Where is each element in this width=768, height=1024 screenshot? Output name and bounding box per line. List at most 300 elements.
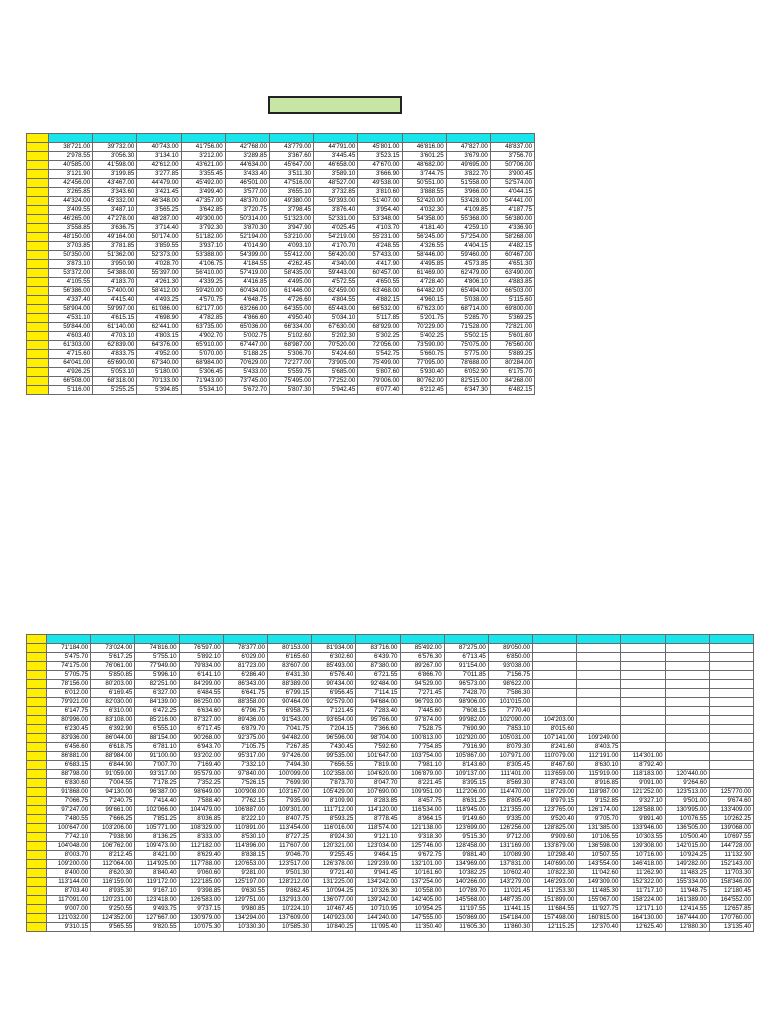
table-cell: 4'109.85 — [446, 206, 490, 215]
table-cell: 8'143.60 — [444, 761, 488, 770]
table-row — [27, 716, 754, 725]
table-cell: 10'382.25 — [444, 869, 488, 878]
table-cell: 87'275.00 — [444, 644, 488, 653]
table-cell: 83'607.00 — [267, 662, 311, 671]
rate-table-upper — [26, 133, 535, 395]
table-row — [27, 152, 535, 161]
table-cell: 5'672.70 — [225, 386, 269, 395]
table-cell: 121'138.00 — [400, 824, 444, 833]
table-cell: 53'372.00 — [49, 269, 93, 278]
table-cell: 9'167.10 — [135, 887, 179, 896]
table-cell: 67'623.00 — [402, 305, 446, 314]
table-cell: 11'262.90 — [621, 869, 665, 878]
table-cell: 73'905.00 — [314, 359, 358, 368]
table-cell: 81'934.00 — [312, 644, 356, 653]
table-cell: 7'007.70 — [135, 761, 179, 770]
table-cell: 144'240.00 — [356, 914, 400, 923]
row-key-cell — [27, 170, 49, 179]
header-cell — [400, 635, 444, 644]
table-cell: 129'751.00 — [223, 896, 267, 905]
row-key-cell — [27, 143, 49, 152]
table-cell: 9'327.10 — [621, 797, 665, 806]
table-cell — [533, 680, 577, 689]
table-cell: 96'387.00 — [135, 788, 179, 797]
table-cell: 4'025.45 — [314, 224, 358, 233]
table-cell: 47'278.00 — [93, 215, 137, 224]
table-cell — [709, 671, 753, 680]
table-cell: 6'327.00 — [135, 689, 179, 698]
table-cell: 4'866.60 — [225, 314, 269, 323]
table-cell: 7'267.85 — [267, 743, 311, 752]
table-cell: 9'398.85 — [179, 887, 223, 896]
table-cell: 9'881.40 — [444, 851, 488, 860]
table-cell: 7'121.45 — [312, 707, 356, 716]
table-cell: 5'889.25 — [490, 350, 534, 359]
table-cell: 3'810.60 — [358, 188, 402, 197]
table-row — [27, 842, 754, 851]
table-cell: 5'038.00 — [446, 296, 490, 305]
table-cell: 5'705.75 — [47, 671, 91, 680]
table-cell: 3'870.30 — [225, 224, 269, 233]
table-cell: 11'717.10 — [621, 887, 665, 896]
table-cell — [621, 707, 665, 716]
table-cell: 89'436.00 — [223, 716, 267, 725]
table-row — [27, 887, 754, 896]
table-cell — [577, 725, 621, 734]
table-cell: 10'789.70 — [444, 887, 488, 896]
table-cell: 9'515.30 — [444, 833, 488, 842]
row-key-cell — [27, 680, 47, 689]
table-cell: 9'121.10 — [356, 833, 400, 842]
table-cell: 7'935.90 — [267, 797, 311, 806]
table-cell: 6'147.75 — [47, 707, 91, 716]
table-cell: 123'034.00 — [356, 842, 400, 851]
table-cell: 101'015.00 — [488, 698, 532, 707]
table-cell: 87'327.00 — [179, 716, 223, 725]
table-cell: 7'105.75 — [223, 743, 267, 752]
table-cell: 11'021.45 — [488, 887, 532, 896]
table-cell: 8'805.40 — [488, 797, 532, 806]
table-cell: 121'252.00 — [621, 788, 665, 797]
table-cell: 123'765.00 — [533, 806, 577, 815]
table-cell: 139'308.00 — [621, 842, 665, 851]
table-cell: 45'647.00 — [269, 161, 313, 170]
table-cell: 8'778.45 — [356, 815, 400, 824]
table-cell: 6'175.70 — [490, 368, 534, 377]
table-cell: 103'167.00 — [267, 788, 311, 797]
table-cell: 3'947.90 — [269, 224, 313, 233]
table-cell: 80'996.00 — [47, 716, 91, 725]
table-cell: 8'395.15 — [444, 779, 488, 788]
table-cell: 122'185.00 — [179, 878, 223, 887]
table-cell — [577, 662, 621, 671]
table-cell: 4'531.10 — [49, 314, 93, 323]
table-cell: 5'115.60 — [490, 296, 534, 305]
table-cell: 8'792.40 — [621, 761, 665, 770]
table-row — [27, 188, 535, 197]
table-cell: 120'321.00 — [312, 842, 356, 851]
table-cell: 88'154.00 — [135, 734, 179, 743]
table-cell: 5'559.75 — [269, 368, 313, 377]
row-key-cell — [27, 269, 49, 278]
table-row — [27, 698, 754, 707]
table-cell — [577, 671, 621, 680]
table-cell: 54'388.00 — [93, 269, 137, 278]
table-cell — [709, 680, 753, 689]
table-cell: 6'943.70 — [179, 743, 223, 752]
table-cell: 102'358.00 — [312, 770, 356, 779]
table-cell: 164'552.00 — [709, 896, 753, 905]
table-cell: 97'426.00 — [267, 752, 311, 761]
table-row — [27, 725, 754, 734]
table-cell: 5'306.70 — [269, 350, 313, 359]
table-cell: 5'369.25 — [490, 314, 534, 323]
table-cell: 44'479.00 — [137, 179, 181, 188]
table-cell: 88'389.00 — [267, 680, 311, 689]
table-cell: 133'946.00 — [621, 824, 665, 833]
table-cell: 50'314.00 — [225, 215, 269, 224]
table-cell: 7'819.00 — [356, 761, 400, 770]
table-cell: 6'052.90 — [446, 368, 490, 377]
table-cell: 137'254.00 — [400, 878, 444, 887]
table-cell: 9'335.00 — [488, 815, 532, 824]
table-cell: 64'355.00 — [269, 305, 313, 314]
table-cell: 85'493.00 — [312, 662, 356, 671]
table-cell: 116'534.00 — [400, 806, 444, 815]
table-cell: 7'588.40 — [179, 797, 223, 806]
row-key-cell — [27, 752, 47, 761]
table-cell: 3'265.85 — [49, 188, 93, 197]
table-cell: 5'892.10 — [179, 653, 223, 662]
table-cell: 61'303.00 — [49, 341, 93, 350]
table-cell: 4'952.00 — [137, 350, 181, 359]
table-cell: 4'615.15 — [93, 314, 137, 323]
table-cell: 9'310.15 — [47, 923, 91, 932]
table-cell: 3'212.00 — [181, 152, 225, 161]
table-cell: 4'648.75 — [225, 296, 269, 305]
table-cell: 6'169.45 — [91, 689, 135, 698]
table-cell — [621, 725, 665, 734]
table-cell — [577, 689, 621, 698]
table-cell: 60'434.00 — [225, 287, 269, 296]
table-cell: 57'419.00 — [225, 269, 269, 278]
table-cell: 155'067.00 — [577, 896, 621, 905]
header-cell — [533, 635, 577, 644]
table-cell: 137'609.00 — [267, 914, 311, 923]
table-cell: 7'754.85 — [400, 743, 444, 752]
table-cell: 123'699.00 — [444, 824, 488, 833]
table-cell — [709, 770, 753, 779]
table-cell: 3'499.40 — [181, 188, 225, 197]
table-cell: 98'622.00 — [488, 680, 532, 689]
table-cell: 57'433.00 — [358, 251, 402, 260]
table-cell: 4'028.70 — [137, 260, 181, 269]
table-cell: 54'441.00 — [490, 197, 534, 206]
table-cell: 8'620.30 — [91, 869, 135, 878]
table-cell: 100'908.00 — [223, 788, 267, 797]
table-cell: 64'482.00 — [402, 287, 446, 296]
row-key-cell — [27, 314, 49, 323]
table-cell: 8'003.70 — [47, 851, 91, 860]
table-row — [27, 896, 754, 905]
table-cell: 93'317.00 — [135, 770, 179, 779]
table-cell: 3'873.10 — [49, 260, 93, 269]
table-cell: 51'182.00 — [181, 233, 225, 242]
table-cell: 8'015.60 — [533, 725, 577, 734]
table-cell: 3'798.45 — [269, 206, 313, 215]
table-cell: 53'428.00 — [446, 197, 490, 206]
table-cell: 63'490.00 — [490, 269, 534, 278]
table-cell: 8'593.25 — [312, 815, 356, 824]
header-cell — [402, 134, 446, 143]
table-cell: 117'607.00 — [267, 842, 311, 851]
table-cell: 4'187.75 — [490, 206, 534, 215]
table-cell: 10'585.30 — [267, 923, 311, 932]
table-cell: 105'031.00 — [488, 734, 532, 743]
table-cell: 6'484.55 — [179, 689, 223, 698]
table-cell — [709, 761, 753, 770]
table-cell: 140'923.00 — [312, 914, 356, 923]
table-cell: 4'950.40 — [269, 314, 313, 323]
table-cell: 5'053.10 — [93, 368, 137, 377]
table-row — [27, 752, 754, 761]
table-cell: 52'420.00 — [402, 197, 446, 206]
table-cell: 6'717.45 — [179, 725, 223, 734]
table-cell: 66'334.00 — [269, 323, 313, 332]
row-key-cell — [27, 233, 49, 242]
table-cell: 3'421.45 — [137, 188, 181, 197]
table-cell: 6'141.10 — [179, 671, 223, 680]
table-cell: 8'079.30 — [488, 743, 532, 752]
table-cell: 9'980.85 — [223, 905, 267, 914]
table-cell: 4'493.25 — [137, 296, 181, 305]
table-cell: 9'493.75 — [135, 905, 179, 914]
table-cell: 11'703.30 — [709, 869, 753, 878]
table-cell: 7'414.40 — [135, 797, 179, 806]
table-cell: 3'966.00 — [446, 188, 490, 197]
table-cell: 77'095.00 — [402, 359, 446, 368]
table-cell: 9'630.55 — [223, 887, 267, 896]
row-key-cell — [27, 287, 49, 296]
table-cell: 11'253.30 — [533, 887, 577, 896]
table-cell: 62'839.00 — [93, 341, 137, 350]
header-row — [27, 635, 754, 644]
table-cell: 5'285.70 — [446, 314, 490, 323]
table-cell — [665, 725, 709, 734]
table-cell: 9'501.30 — [267, 869, 311, 878]
table-cell: 164'130.00 — [621, 914, 665, 923]
table-cell: 91'100.00 — [135, 752, 179, 761]
table-cell: 5'188.25 — [225, 350, 269, 359]
table-row — [27, 806, 754, 815]
table-cell: 5'807.30 — [269, 386, 313, 395]
table-cell: 7'608.15 — [444, 707, 488, 716]
table-row — [27, 260, 535, 269]
table-cell: 44'791.00 — [314, 143, 358, 152]
table-cell: 75'495.00 — [269, 377, 313, 386]
table-cell: 7'004.55 — [91, 779, 135, 788]
table-cell: 54'219.00 — [314, 233, 358, 242]
table-cell: 80'203.00 — [91, 680, 135, 689]
table-cell: 50'551.00 — [402, 179, 446, 188]
row-key-cell — [27, 905, 47, 914]
table-cell: 96'573.00 — [444, 680, 488, 689]
table-cell: 123'513.00 — [665, 788, 709, 797]
table-cell: 7'204.15 — [312, 725, 356, 734]
table-cell: 71'943.00 — [181, 377, 225, 386]
row-key-cell — [27, 662, 47, 671]
table-cell: 151'899.00 — [533, 896, 577, 905]
table-cell: 52'373.00 — [137, 251, 181, 260]
table-row — [27, 815, 754, 824]
table-cell: 8'630.10 — [577, 761, 621, 770]
header-cell — [356, 635, 400, 644]
header-cell — [91, 635, 135, 644]
table-cell: 9'255.45 — [312, 851, 356, 860]
table-cell: 99'661.00 — [91, 806, 135, 815]
table-cell: 92'375.00 — [223, 734, 267, 743]
table-cell — [665, 689, 709, 698]
table-cell: 88'358.00 — [223, 698, 267, 707]
table-cell: 59'460.00 — [446, 251, 490, 260]
table-cell: 4'404.15 — [446, 242, 490, 251]
table-cell: 124'352.00 — [91, 914, 135, 923]
table-cell: 121'032.00 — [47, 914, 91, 923]
table-cell — [665, 671, 709, 680]
table-cell: 58'904.00 — [49, 305, 93, 314]
row-key-cell — [27, 734, 47, 743]
table-cell: 3'277.85 — [137, 170, 181, 179]
row-key-cell — [27, 350, 49, 359]
row-key-cell — [27, 197, 49, 206]
table-cell: 3'888.55 — [402, 188, 446, 197]
table-cell: 4'416.85 — [225, 278, 269, 287]
table-cell: 84'139.00 — [135, 698, 179, 707]
table-cell: 68'984.00 — [181, 359, 225, 368]
row-key-cell — [27, 707, 47, 716]
table-cell: 71'184.00 — [47, 644, 91, 653]
table-cell: 11'485.30 — [577, 887, 621, 896]
table-cell: 154'184.00 — [488, 914, 532, 923]
table-cell: 97'247.00 — [47, 806, 91, 815]
table-cell: 11'441.15 — [488, 905, 532, 914]
table-cell: 11'605.30 — [444, 923, 488, 932]
table-cell: 7'283.40 — [356, 707, 400, 716]
header-cell — [137, 134, 181, 143]
table-cell: 51'407.00 — [358, 197, 402, 206]
table-cell — [709, 653, 753, 662]
row-key-cell — [27, 671, 47, 680]
table-cell: 42'612.00 — [137, 161, 181, 170]
table-cell: 12'414.55 — [665, 905, 709, 914]
table-cell: 10'500.40 — [665, 833, 709, 842]
table-cell: 6'879.70 — [223, 725, 267, 734]
table-cell: 45'492.00 — [181, 179, 225, 188]
table-cell — [709, 662, 753, 671]
table-cell: 12'880.30 — [665, 923, 709, 932]
table-cell: 4'698.90 — [137, 314, 181, 323]
table-row — [27, 278, 535, 287]
table-cell: 121'355.00 — [488, 806, 532, 815]
row-key-cell — [27, 332, 49, 341]
table-cell: 10'326.30 — [356, 887, 400, 896]
table-cell: 114'896.00 — [223, 842, 267, 851]
table-cell: 8'333.00 — [179, 833, 223, 842]
table-cell: 78'156.00 — [47, 680, 91, 689]
table-cell: 142'015.00 — [665, 842, 709, 851]
table-cell: 140'266.00 — [444, 878, 488, 887]
table-cell: 7'240.75 — [91, 797, 135, 806]
table-cell: 10'089.90 — [488, 851, 532, 860]
table-cell: 7'770.40 — [488, 707, 532, 716]
table-cell: 3'589.10 — [314, 170, 358, 179]
table-cell: 56'420.00 — [314, 251, 358, 260]
table-cell: 11'197.55 — [444, 905, 488, 914]
table-cell: 68'929.00 — [358, 323, 402, 332]
table-cell — [577, 716, 621, 725]
table-cell: 10'558.00 — [400, 887, 444, 896]
table-cell: 5'117.85 — [358, 314, 402, 323]
table-cell: 105'771.00 — [135, 824, 179, 833]
table-cell: 65'443.00 — [314, 305, 358, 314]
table-row — [27, 341, 535, 350]
table-cell: 84'299.00 — [179, 680, 223, 689]
table-cell: 10'075.30 — [179, 923, 223, 932]
row-key-cell — [27, 806, 47, 815]
rate-table-lower — [26, 634, 754, 932]
table-cell: 90'464.00 — [267, 698, 311, 707]
table-cell: 6'576.40 — [312, 671, 356, 680]
header-cell — [358, 134, 402, 143]
table-cell: 76'597.00 — [179, 644, 223, 653]
table-cell: 3'756.70 — [490, 152, 534, 161]
table-cell: 5'202.30 — [314, 332, 358, 341]
table-cell: 8'631.25 — [444, 797, 488, 806]
table-cell: 88'798.00 — [47, 770, 91, 779]
table-cell: 7'428.70 — [444, 689, 488, 698]
table-cell: 142'405.00 — [400, 896, 444, 905]
table-cell: 129'239.00 — [356, 860, 400, 869]
table-cell: 4'417.90 — [358, 260, 402, 269]
table-cell: 65'690.00 — [93, 359, 137, 368]
table-row — [27, 833, 754, 842]
table-cell: 113'144.00 — [47, 878, 91, 887]
table-cell: 11'860.30 — [488, 923, 532, 932]
table-row — [27, 251, 535, 260]
table-cell: 104'048.00 — [47, 842, 91, 851]
table-cell — [709, 734, 753, 743]
table-cell: 85'216.00 — [135, 716, 179, 725]
table-cell: 4'337.40 — [49, 296, 93, 305]
table-cell: 51'362.00 — [93, 251, 137, 260]
table-cell: 49'164.00 — [93, 233, 137, 242]
table-row — [27, 707, 754, 716]
table-cell: 4'261.30 — [137, 278, 181, 287]
row-key-cell — [27, 359, 49, 368]
table-cell: 49'300.00 — [181, 215, 225, 224]
table-cell: 6'077.40 — [358, 386, 402, 395]
table-cell — [665, 644, 709, 653]
table-cell: 9'672.75 — [400, 851, 444, 860]
row-key-cell — [27, 152, 49, 161]
table-cell: 4'715.60 — [49, 350, 93, 359]
header-cell — [93, 134, 137, 143]
table-cell: 58'446.00 — [402, 251, 446, 260]
row-key-cell — [27, 743, 47, 752]
table-cell: 89'267.00 — [400, 662, 444, 671]
table-row — [27, 878, 754, 887]
header-cell — [709, 635, 753, 644]
